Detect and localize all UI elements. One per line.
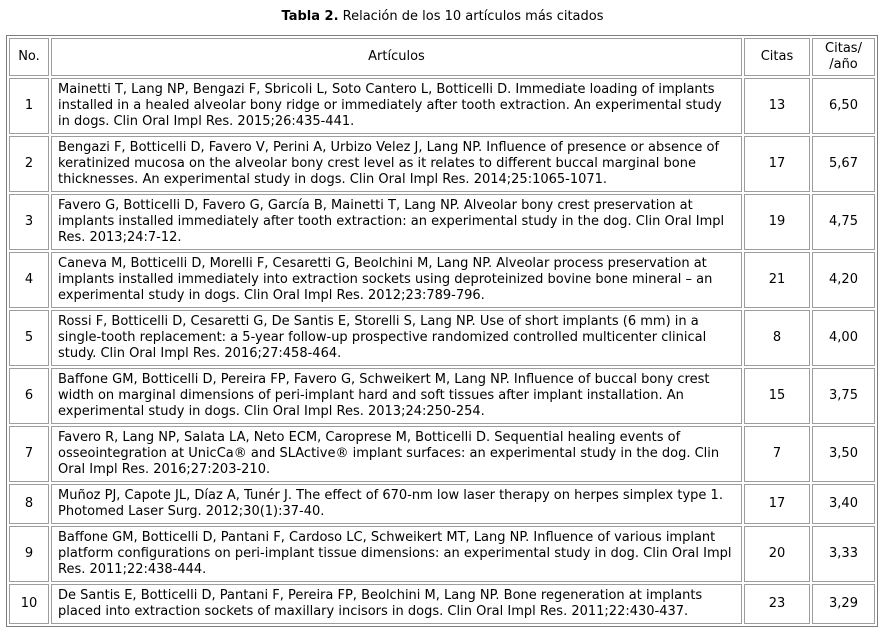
cell-citas: 20 (744, 526, 810, 582)
cell-no: 5 (9, 310, 49, 366)
cell-citas-ano: 6,50 (812, 78, 875, 134)
header-row (9, 38, 875, 76)
cell-citas-ano: 3,75 (812, 368, 875, 424)
cell-citas: 19 (744, 194, 810, 250)
column-header-citas-ano-line2: /año (829, 57, 858, 72)
page (0, 9, 885, 627)
cell-article: Favero G, Botticelli D, Favero G, García B, Mainetti T, Lang NP. Alveolar bony crest preservation at implants installed immediately after tooth extraction: an experimental study in the dog. Clin Oral Impl Res. 2013;24:7-12. (51, 194, 742, 250)
cell-no: 1 (9, 78, 49, 134)
column-header-articulos: Artículos (51, 38, 742, 76)
cell-no: 2 (9, 136, 49, 192)
cell-citas-ano: 3,29 (812, 584, 875, 624)
table-row (9, 194, 875, 250)
cell-citas: 23 (744, 584, 810, 624)
cell-article: Baffone GM, Botticelli D, Pantani F, Cardoso LC, Schweikert MT, Lang NP. Influence of various implant platform configurations on peri-implant tissue dimensions: an experimental study in dog. Clin Oral Impl Res. 2011;22:438-444. (51, 526, 742, 582)
cell-citas: 7 (744, 426, 810, 482)
cell-citas-ano: 4,20 (812, 252, 875, 308)
table-row (9, 78, 875, 134)
cell-no: 10 (9, 584, 49, 624)
cell-citas: 15 (744, 368, 810, 424)
table-row (9, 368, 875, 424)
table-row (9, 426, 875, 482)
cell-citas-ano: 4,00 (812, 310, 875, 366)
table-caption (0, 9, 885, 25)
table-caption-text: Relación de los 10 artículos más citados (338, 9, 604, 24)
cell-no: 3 (9, 194, 49, 250)
table-row (9, 484, 875, 524)
cell-article: Muñoz PJ, Capote JL, Díaz A, Tunér J. The effect of 670-nm low laser therapy on herpes simplex type 1. Photomed Laser Surg. 2012;30(1):37-40. (51, 484, 742, 524)
cell-citas-ano: 4,75 (812, 194, 875, 250)
cell-citas-ano: 3,40 (812, 484, 875, 524)
cell-citas: 8 (744, 310, 810, 366)
column-header-citas-ano-line1: Citas/ (825, 41, 862, 56)
cell-article: Baffone GM, Botticelli D, Pereira FP, Favero G, Schweikert M, Lang NP. Influence of buccal bony crest width on marginal dimensions of peri-implant hard and soft tissues after implant installation. An experimental study in dogs. Clin Oral Impl Res. 2013;24:250-254. (51, 368, 742, 424)
cell-article: Rossi F, Botticelli D, Cesaretti G, De Santis E, Storelli S, Lang NP. Use of short implants (6 mm) in a single-tooth replacement: a 5-year follow-up prospective randomized controlled multicenter clinical study. Clin Oral Impl Res. 2016;27:458-464. (51, 310, 742, 366)
cell-article: De Santis E, Botticelli D, Pantani F, Pereira FP, Beolchini M, Lang NP. Bone regeneration at implants placed into extraction sockets of maxillary incisors in dogs. Clin Oral Impl Res. 2011;22:430-437. (51, 584, 742, 624)
cell-citas: 17 (744, 136, 810, 192)
cell-citas: 21 (744, 252, 810, 308)
table-row (9, 310, 875, 366)
table-row (9, 252, 875, 308)
cell-no: 8 (9, 484, 49, 524)
cell-article: Mainetti T, Lang NP, Bengazi F, Sbricoli L, Soto Cantero L, Botticelli D. Immediate loading of implants installed in a healed alveolar bony ridge or immediately after tooth extraction. An experimental study in dogs. Clin Oral Impl Res. 2015;26:435-441. (51, 78, 742, 134)
cell-no: 9 (9, 526, 49, 582)
cell-no: 4 (9, 252, 49, 308)
table-row (9, 584, 875, 624)
cell-citas-ano: 3,33 (812, 526, 875, 582)
cell-citas: 17 (744, 484, 810, 524)
table-body (9, 78, 875, 624)
cell-citas-ano: 5,67 (812, 136, 875, 192)
table-row (9, 136, 875, 192)
cell-article: Favero R, Lang NP, Salata LA, Neto ECM, Caroprese M, Botticelli D. Sequential healing events of osseointegration at UnicCa® and SLActive® implant surfaces: an experimental study in the dog. Clin Oral Impl Res. 2016;27:203-210. (51, 426, 742, 482)
cell-no: 7 (9, 426, 49, 482)
cell-citas-ano: 3,50 (812, 426, 875, 482)
cell-article: Caneva M, Botticelli D, Morelli F, Cesaretti G, Beolchini M, Lang NP. Alveolar process preservation at implants installed immediately into extraction sockets using deproteinized bovine bone mineral – an experimental study in dogs. Clin Oral Impl Res. 2012;23:789-796. (51, 252, 742, 308)
column-header-no: No. (9, 38, 49, 76)
citations-table (6, 35, 878, 627)
table-caption-label: Tabla 2. (281, 9, 339, 24)
table-row (9, 526, 875, 582)
cell-article: Bengazi F, Botticelli D, Favero V, Perini A, Urbizo Velez J, Lang NP. Influence of presence or absence of keratinized mucosa on the alveolar bony crest level as it relates to different buccal marginal bone thicknesses. An experimental study in dogs. Clin Oral Impl Res. 2014;25:1065-1071. (51, 136, 742, 192)
column-header-citas: Citas (744, 38, 810, 76)
column-header-citas-ano (812, 38, 875, 76)
cell-citas: 13 (744, 78, 810, 134)
cell-no: 6 (9, 368, 49, 424)
